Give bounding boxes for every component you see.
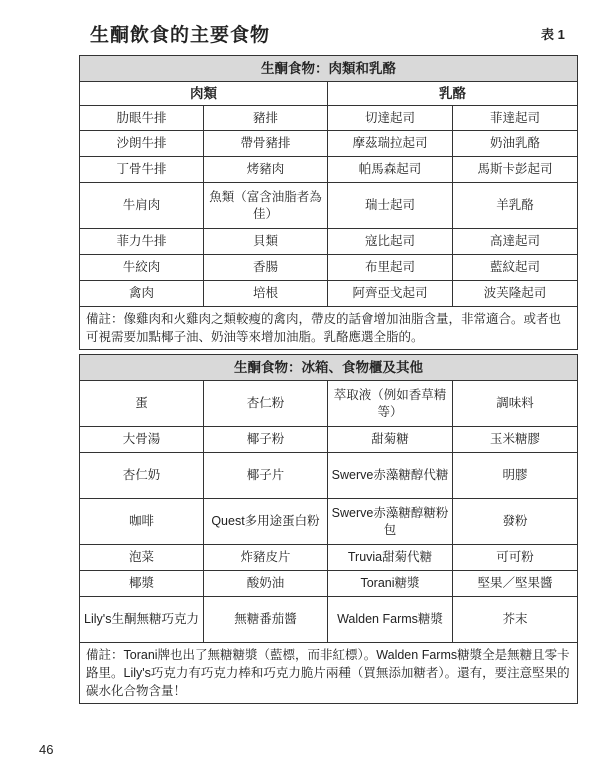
table-cell: 大骨湯 [80,427,204,453]
column-header-meat: 肉類 [80,82,328,106]
table-cell: 培根 [204,281,328,307]
section-heading: 生酮食物：肉類和乳酪 [80,56,578,82]
table-cell: 牛肩肉 [80,183,204,229]
table-cell: 奶油乳酪 [453,131,578,157]
table-cell: Walden Farms糖漿 [328,597,453,643]
table-row [80,157,578,183]
table-row [80,597,578,643]
table-cell: Quest多用途蛋白粉 [204,499,328,545]
table-cell: 沙朗牛排 [80,131,204,157]
table-cell: 調味料 [453,381,578,427]
table-label: 表 1 [541,27,565,42]
table-cell: 菲達起司 [453,106,578,131]
table-cell: 杏仁奶 [80,453,204,499]
table-row [80,453,578,499]
table-row [80,281,578,307]
page-number: 46 [39,742,54,757]
meat-dairy-table [79,55,578,350]
table-cell: 酸奶油 [204,571,328,597]
table-row [80,183,578,229]
pantry-table [79,354,578,704]
table-row [80,571,578,597]
table-cell: 咖啡 [80,499,204,545]
table-cell: 豬排 [204,106,328,131]
table-cell: 波芙隆起司 [453,281,578,307]
table-cell: 瑞士起司 [328,183,453,229]
column-header-dairy: 乳酪 [328,82,578,106]
table-cell: 摩茲瑞拉起司 [328,131,453,157]
table-cell: 椰漿 [80,571,204,597]
table-cell: 菲力牛排 [80,229,204,255]
table-row [80,499,578,545]
table-cell: 杏仁粉 [204,381,328,427]
table-cell: 馬斯卡彭起司 [453,157,578,183]
table-cell: 可可粉 [453,545,578,571]
table-cell: 烤豬肉 [204,157,328,183]
table-cell: 芥末 [453,597,578,643]
table-cell: 高達起司 [453,229,578,255]
table-row [80,131,578,157]
table-cell: 羊乳酪 [453,183,578,229]
table-cell: Swerve赤藻糖醇代糖 [328,453,453,499]
table-cell: 堅果／堅果醬 [453,571,578,597]
table-row [80,427,578,453]
table-cell: 貝類 [204,229,328,255]
table-cell: 牛絞肉 [80,255,204,281]
table-cell: 阿齊亞戈起司 [328,281,453,307]
table-cell: 萃取液（例如香草精等） [328,381,453,427]
table-cell: Torani糖漿 [328,571,453,597]
table-cell: 丁骨牛排 [80,157,204,183]
table-cell: Truvia甜菊代糖 [328,545,453,571]
table-cell: 無糖番茄醬 [204,597,328,643]
table-cell: 香腸 [204,255,328,281]
section-heading: 生酮食物：冰箱、食物櫃及其他 [80,355,578,381]
table-cell: 藍紋起司 [453,255,578,281]
table-note: 備註：Torani牌也出了無糖糖漿（藍標，而非紅標）。Walden Farms糖漿全是無糖且零卡路里。Lily's巧克力有巧克力棒和巧克力脆片兩種（買無添加糖者）。還有，要注意堅果的碳水化合物含量！ [80,643,578,704]
table-cell: 帶骨豬排 [204,131,328,157]
table-cell: 明膠 [453,453,578,499]
table-cell: Lily's生酮無糖巧克力 [80,597,204,643]
table-row [80,229,578,255]
table-cell: 禽肉 [80,281,204,307]
table-cell: 蛋 [80,381,204,427]
table-cell: Swerve赤藻糖醇糖粉包 [328,499,453,545]
table-cell: 切達起司 [328,106,453,131]
table-note: 備註：像雞肉和火雞肉之類較瘦的禽肉，帶皮的話會增加油脂含量，非常適合。或者也可視需要加點椰子油、奶油等來增加油脂。乳酪應選全脂的。 [80,307,578,350]
table-cell: 寇比起司 [328,229,453,255]
page-title: 生酮飲食的主要食物 [90,25,271,46]
table-row [80,255,578,281]
table-row [80,106,578,131]
table-cell: 玉米糖膠 [453,427,578,453]
table-cell: 炸豬皮片 [204,545,328,571]
table-cell: 布里起司 [328,255,453,281]
table-cell: 甜菊糖 [328,427,453,453]
table-cell: 魚類（富含油脂者為佳） [204,183,328,229]
table-row [80,545,578,571]
table-cell: 椰子片 [204,453,328,499]
table-cell: 帕馬森起司 [328,157,453,183]
table-cell: 發粉 [453,499,578,545]
table-cell: 肋眼牛排 [80,106,204,131]
table-cell: 椰子粉 [204,427,328,453]
table-row [80,381,578,427]
table-cell: 泡菜 [80,545,204,571]
